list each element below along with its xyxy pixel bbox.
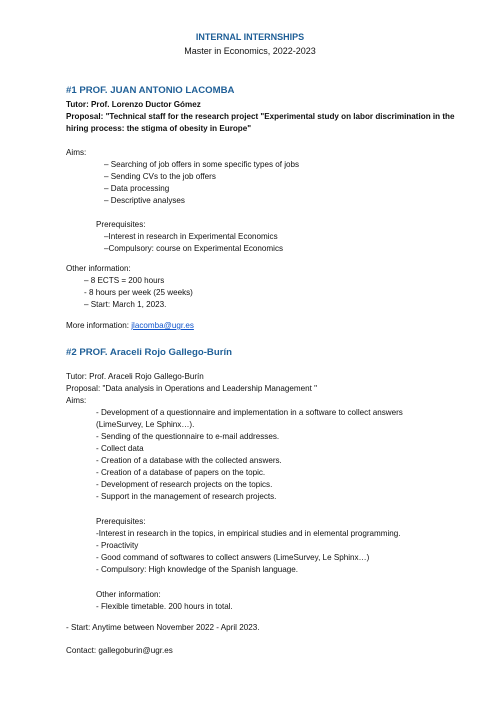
offer2-heading: #2 PROF. Araceli Rojo Gallego-Burín (66, 347, 232, 358)
offer2-proposal: Proposal: "Data analysis in Operations and Leadership Management " (66, 384, 317, 393)
offer1-aims-label: Aims: (66, 148, 87, 157)
offer2-aim-item: (LimeSurvey, Le Sphinx…). (96, 420, 195, 429)
offer1-proposal-line2: hiring process: the stigma of obesity in Europe" (66, 124, 252, 133)
offer2-aim-item: - Sending of the questionnaire to e-mail addresses. (96, 432, 280, 441)
offer2-start: - Start: Anytime between November 2022 - April 2023. (66, 623, 260, 632)
offer2-aim-item: - Support in the management of research projects. (96, 492, 277, 501)
offer1-other-label: Other information: (66, 264, 131, 273)
more-info-email-link[interactable]: jlacomba@ugr.es (131, 321, 194, 330)
offer1-tutor: Tutor: Prof. Lorenzo Ductor Gómez (66, 100, 201, 109)
offer1-heading: #1 PROF. JUAN ANTONIO LACOMBA (66, 85, 235, 96)
offer1-prereq-item: –Interest in research in Experimental Economics (104, 232, 278, 241)
offer2-aim-item: - Creation of a database with the collected answers. (96, 456, 282, 465)
offer1-other-item: - 8 hours per week (25 weeks) (84, 288, 193, 297)
offer2-prereq-item: - Proactivity (96, 541, 139, 550)
offer2-aims-label: Aims: (66, 396, 87, 405)
offer2-tutor: Tutor: Prof. Araceli Rojo Gallego-Burín (66, 372, 204, 381)
offer1-other-item: – Start: March 1, 2023. (84, 300, 167, 309)
offer1-aim-item: – Sending CVs to the job offers (104, 172, 216, 181)
offer2-aim-item: - Development of a questionnaire and implementation in a software to collect answers (96, 408, 403, 417)
offer2-prereq-item: - Compulsory: High knowledge of the Spanish language. (96, 565, 299, 574)
more-info-label: More information: (66, 321, 129, 330)
offer1-aim-item: – Descriptive analyses (104, 196, 185, 205)
offer2-contact: Contact: gallegoburin@ugr.es (66, 646, 173, 655)
offer2-prereq-item: - Good command of softwares to collect answers (LimeSurvey, Le Sphinx…) (96, 553, 370, 562)
offer2-other-label: Other information: (96, 590, 161, 599)
offer2-prereq-item: -Interest in research in the topics, in empirical studies and in elemental programming. (96, 529, 401, 538)
document-title: INTERNAL INTERNSHIPS (195, 32, 305, 42)
offer2-aim-item: - Collect data (96, 444, 144, 453)
offer2-other-item: - Flexible timetable. 200 hours in total. (96, 602, 233, 611)
offer2-aim-item: - Development of research projects on the topics. (96, 480, 273, 489)
offer1-other-item: – 8 ECTS = 200 hours (84, 276, 165, 285)
offer1-proposal-line1: Proposal: "Technical staff for the research project "Experimental study on labor discrimination in the (66, 112, 455, 121)
offer1-more-info (66, 320, 194, 332)
document-subtitle: Master in Economics, 2022-2023 (184, 46, 316, 56)
offer1-aim-item: – Searching of job offers in some specific types of jobs (104, 160, 300, 169)
offer1-prereq-item: –Compulsory: course on Experimental Economics (104, 244, 284, 253)
offer1-prereq-label: Prerequisites: (96, 220, 146, 229)
offer2-prereq-label: Prerequisites: (96, 517, 146, 526)
offer2-aim-item: - Creation of a database of papers on the topic. (96, 468, 266, 477)
offer1-aim-item: – Data processing (104, 184, 170, 193)
